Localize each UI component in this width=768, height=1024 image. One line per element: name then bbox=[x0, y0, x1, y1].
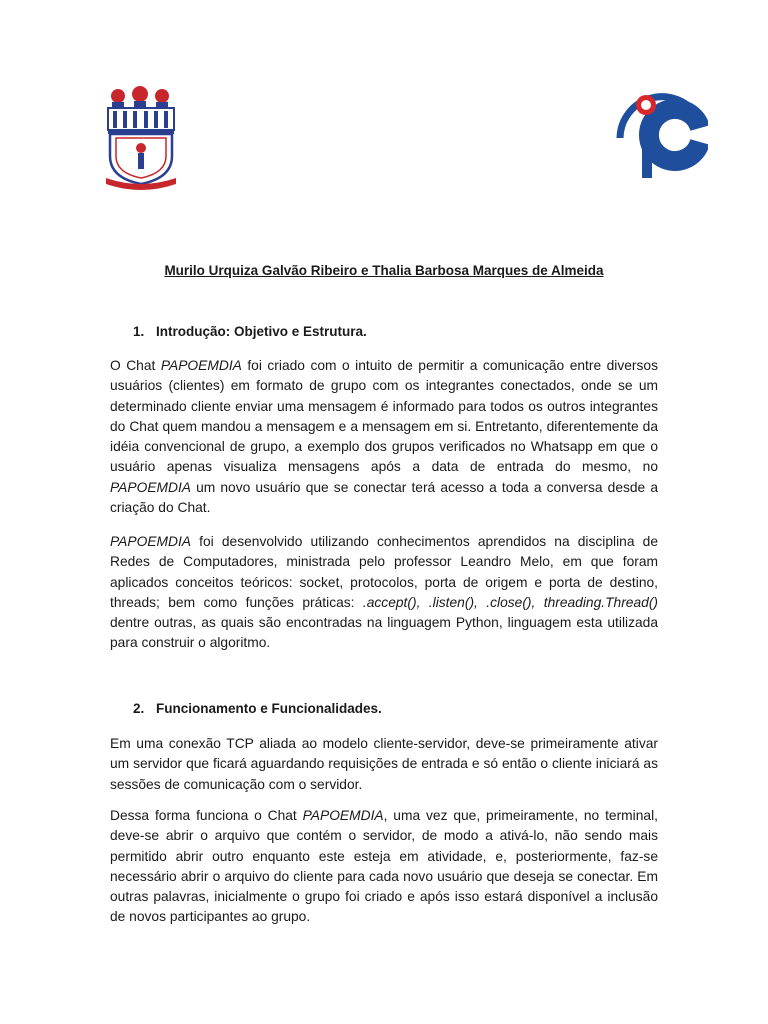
section-1-heading bbox=[133, 324, 367, 339]
app-name-italic: PAPOEMDIA bbox=[302, 808, 384, 823]
section-2-paragraph-2 bbox=[110, 806, 658, 928]
text-run: dentre outras, as quais são encontradas na linguagem Python, linguagem esta utilizada para construir o algoritmo. bbox=[110, 615, 658, 651]
author-line: Murilo Urquiza Galvão Ribeiro e Thalia Barbosa Marques de Almeida bbox=[164, 263, 604, 278]
ic-institute-icon bbox=[600, 90, 708, 186]
app-name-italic: PAPOEMDIA bbox=[110, 534, 192, 549]
text-run: , uma vez que, primeiramente, no terminal, deve-se abrir o arquivo que contém o servidor, de modo a ativá-lo, não sendo mais permitido abrir outro enquanto este esteja em atividade, e, posteriormente, faz-se necessário abrir o arquivo do cliente para cada novo usuário que deseja se conectar. Em outras palavras, inicialmente o grupo foi criado e após isso estará disponível a inclusão de novos participantes ao grupo. bbox=[110, 808, 658, 925]
section-1-paragraph-1 bbox=[110, 356, 658, 518]
section-2-title: Funcionamento e Funcionalidades. bbox=[156, 701, 382, 716]
text-run: foi desenvolvido utilizando conhecimentos aprendidos na disciplina de Redes de Computadores, ministrada pelo professor Leandro Melo, em que foram aplicados conceitos teóricos: socket, protocolos, porta de origem e porta de destino, threads; bem como funções práticas: bbox=[110, 534, 658, 610]
section-1-title: Introdução: Objetivo e Estrutura. bbox=[156, 324, 367, 339]
section-2-paragraph-1: Em uma conexão TCP aliada ao modelo cliente-servidor, deve-se primeiramente ativar um servidor que ficará aguardando requisições de entrada e só então o cliente iniciará as sessões de comunicação com o servidor. bbox=[110, 736, 658, 792]
section-2-number: 2. bbox=[133, 701, 145, 716]
section-1-paragraph-2 bbox=[110, 532, 658, 654]
app-name-italic: PAPOEMDIA bbox=[110, 479, 192, 495]
app-name-italic: PAPOEMDIA bbox=[160, 358, 242, 373]
text-run: foi criado com o intuito de permitir a comunicação entre diversos usuários (clientes) em formato de grupo com os integrantes conectados, onde se um determinado cliente enviar uma mensagem é informado para todos os outros integrantes do Chat quem mandou a mensagem e a mensagem em si. Entretanto, diferentemente da idéia convencional de grupo, a exemplo dos grupos verificados no Whatsapp em que o usuário apenas visualiza mensagens após a data de entrada do mesmo, no bbox=[110, 358, 658, 475]
section-1-number: 1. bbox=[133, 324, 145, 339]
section-2-heading bbox=[133, 701, 382, 716]
functions-italic: .accept(), .listen(), .close(), threading.Thread() bbox=[362, 594, 659, 610]
ufal-crest-icon bbox=[104, 86, 178, 190]
text-run: Dessa forma funciona o Chat bbox=[110, 808, 303, 823]
text-run: um novo usuário que se conectar terá acesso a toda a conversa desde a criação do Chat. bbox=[110, 479, 658, 516]
text-run: O Chat bbox=[110, 358, 161, 373]
